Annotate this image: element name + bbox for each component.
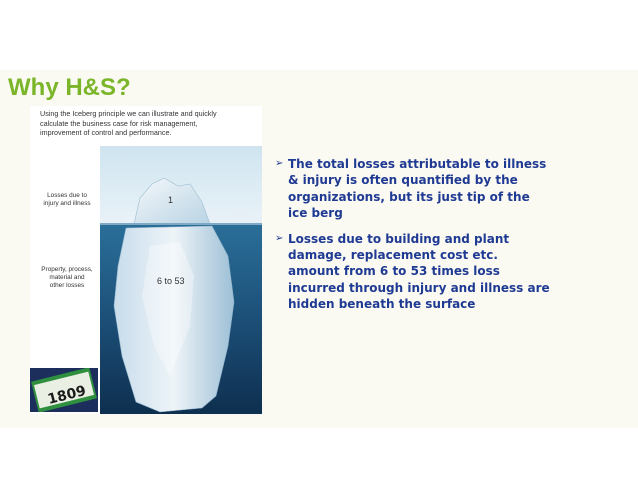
- label-injury-losses: Losses due to injury and illness: [43, 192, 91, 207]
- svg-text:1809: 1809: [46, 382, 88, 408]
- bullet-item: ➢ The total losses attributable to illness & injury is often quantified by the organizations, but its just tip of the ice berg: [275, 157, 547, 221]
- base-value: 6 to 53: [157, 276, 185, 286]
- stamp-logo: [30, 368, 98, 412]
- bullet-list: [275, 156, 605, 322]
- figure-intro: Using the Iceberg principle we can illustrate and quickly calculate the business case for risk management, improvement of control and performance.: [40, 109, 217, 138]
- label-other-losses: Property, process, material and other losses: [41, 266, 93, 289]
- tip-value: 1: [168, 195, 174, 205]
- slide-title: Why H&S?: [8, 74, 131, 101]
- stamp-icon: [30, 368, 98, 412]
- iceberg-figure: [30, 106, 262, 414]
- arrow-bullet-icon: ➢: [275, 232, 284, 244]
- bullet-item: ➢ Losses due to building and plant damage, replacement cost etc. amount from 6 to 53 times loss incurred through injury and illness are hidden beneath the surface: [275, 231, 550, 312]
- arrow-bullet-icon: ➢: [275, 158, 284, 169]
